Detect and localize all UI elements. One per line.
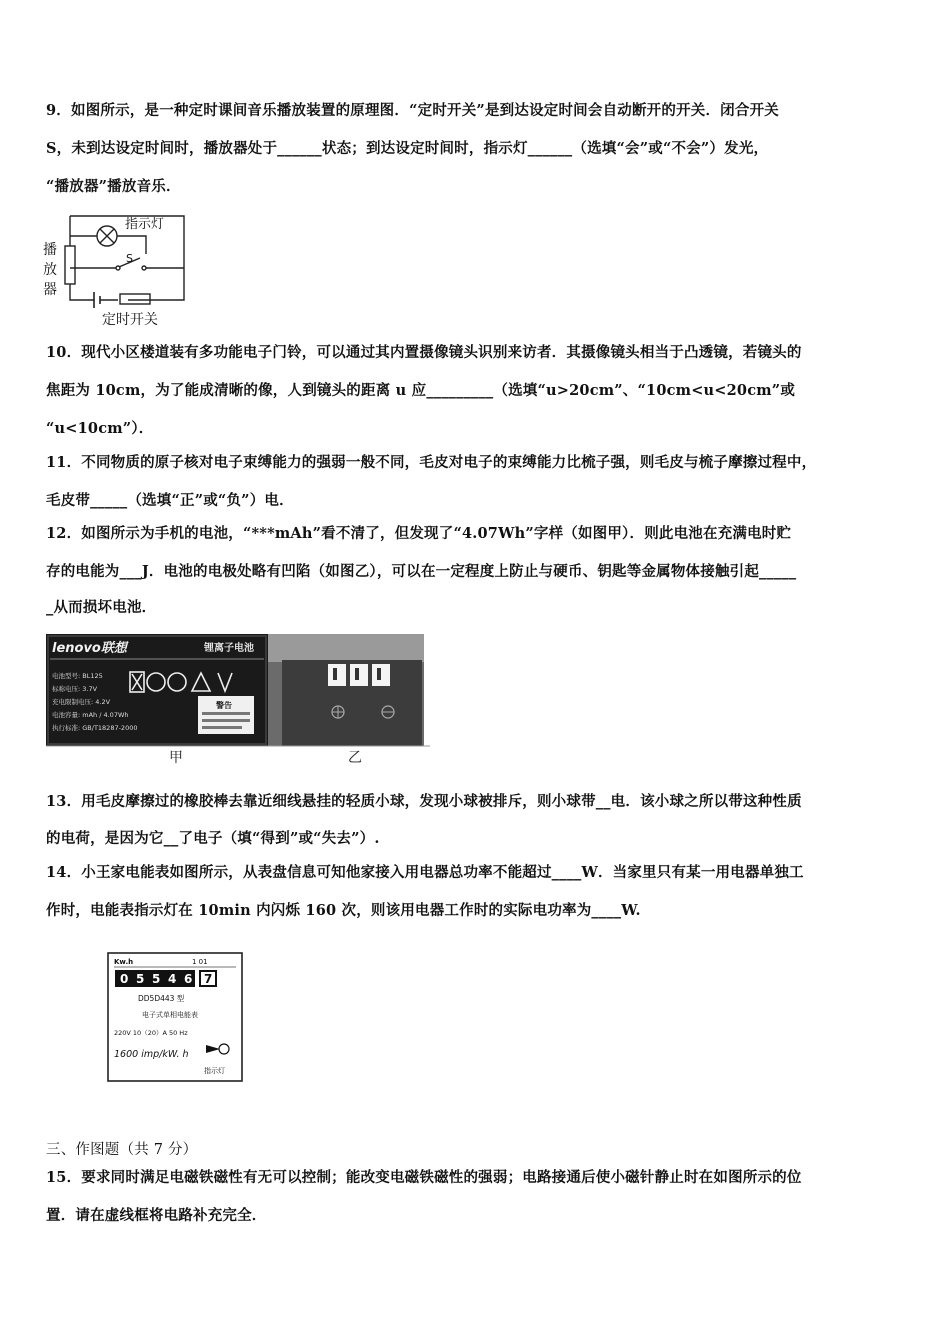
battery-brand: lenovo联想 <box>52 641 127 656</box>
q11-line-2: 毛皮带_____（选填“正”或“负”）电． <box>46 492 294 509</box>
section-3-title: 三、作图题（共 7 分） <box>46 1142 198 1158</box>
q10-line-2: 焦距为 10cm，为了能成清晰的像，人到镜头的距离 u 应_________（选填“u>20cm”、“10cm<u<20cm”或 <box>46 382 796 399</box>
q9-line-3: “播放器”播放音乐． <box>46 178 181 195</box>
q9-line-2: S，未到达设定时间时，播放器处于______状态；到达设定时间时，指示灯______（选填“会”或“不会”）发光， <box>46 140 769 157</box>
timer-switch-caption: 定时开关 <box>102 312 158 328</box>
meter-digit-3: 5 <box>152 972 161 986</box>
meter-digit-4: 4 <box>168 972 177 986</box>
meter-imp: 1600 imp/kW. h <box>114 1049 189 1060</box>
meter-digit-1: 0 <box>120 972 129 986</box>
phone-battery-photos <box>46 634 430 768</box>
battery-spec-4: 电池容量: mAh / 4.07Wh <box>52 711 129 719</box>
battery-warning: 警告 <box>216 701 232 710</box>
q12-line-3: _从而损坏电池． <box>46 599 157 616</box>
battery-spec-2: 标称电压: 3.7V <box>52 685 98 693</box>
q15-line-1: 15．要求同时满足电磁铁磁性有无可以控制；能改变电磁铁磁性的强弱；电路接通后使小磁针静止时在如图所示的位 <box>46 1169 802 1186</box>
meter-name: 电子式单相电能表 <box>142 1011 198 1019</box>
q14-line-1: 14．小王家电能表如图所示，从表盘信息可知他家接入用电器总功率不能超过____W．当家里只有某一用电器单独工 <box>46 864 804 881</box>
indicator-lamp-label: 指示灯 <box>125 217 165 232</box>
photo-label-yi: 乙 <box>348 750 362 766</box>
battery-spec-1: 电池型号: BL125 <box>52 672 103 680</box>
meter-indicator-label: 指示灯 <box>204 1067 225 1075</box>
q10-line-3: “u<10cm”）． <box>46 420 154 437</box>
battery-spec-5: 执行标准: GB/T18287-2000 <box>52 724 138 732</box>
photo-label-jia: 甲 <box>169 750 183 766</box>
player-label-1: 播 <box>43 242 57 258</box>
q14-line-2: 作时，电能表指示灯在 10min 内闪烁 160 次，则该用电器工作时的实际电功率为____W. <box>46 902 641 919</box>
player-label-3: 器 <box>43 282 57 298</box>
q15-line-2: 置．请在虚线框将电路补充完全． <box>46 1207 267 1224</box>
meter-decimal-digit: 7 <box>204 972 213 986</box>
electric-meter-diagram <box>106 951 246 1083</box>
meter-unit: Kw.h <box>114 958 134 966</box>
meter-digit-5: 6 <box>184 972 193 986</box>
meter-rating: 220V 10（20）A 50 Hz <box>114 1029 188 1037</box>
player-label-2: 放 <box>43 262 57 278</box>
q9-line-1: 9．如图所示，是一种定时课间音乐播放装置的原理图．“定时开关”是到达设定时间会自动断开的开关．闭合开关 <box>46 102 779 119</box>
q13-line-1: 13．用毛皮摩擦过的橡胶棒去靠近细线悬挂的轻质小球，发现小球被排斥，则小球带__电．该小球之所以带这种性质 <box>46 793 802 810</box>
q12-line-2: 存的电能为___J．电池的电极处略有凹陷（如图乙），可以在一定程度上防止与硬币、钥匙等金属物体接触引起_____ <box>46 563 797 580</box>
q12-line-1: 12．如图所示为手机的电池，“***mAh”看不清了，但发现了“4.07Wh”字样（如图甲）．则此电池在充满电时贮 <box>46 525 792 542</box>
battery-type: 锂离子电池 <box>204 643 254 654</box>
timer-circuit-diagram <box>40 208 200 332</box>
q10-line-1: 10．现代小区楼道装有多功能电子门铃，可以通过其内置摄像镜头识别来访者．其摄像镜头相当于凸透镜，若镜头的 <box>46 344 802 361</box>
battery-spec-3: 充电限制电压: 4.2V <box>52 698 111 706</box>
switch-s-label: S <box>126 252 133 265</box>
meter-model: DD5D443 型 <box>138 994 185 1003</box>
q11-line-1: 11．不同物质的原子核对电子束缚能力的强弱一般不同，毛皮对电子的束缚能力比梳子强，则毛皮与梳子摩擦过程中， <box>46 454 817 471</box>
meter-phase: 1 01 <box>192 958 208 966</box>
meter-digit-2: 5 <box>136 972 145 986</box>
q13-line-2: 的电荷，是因为它__了电子（填“得到”或“失去”）. <box>46 830 380 847</box>
